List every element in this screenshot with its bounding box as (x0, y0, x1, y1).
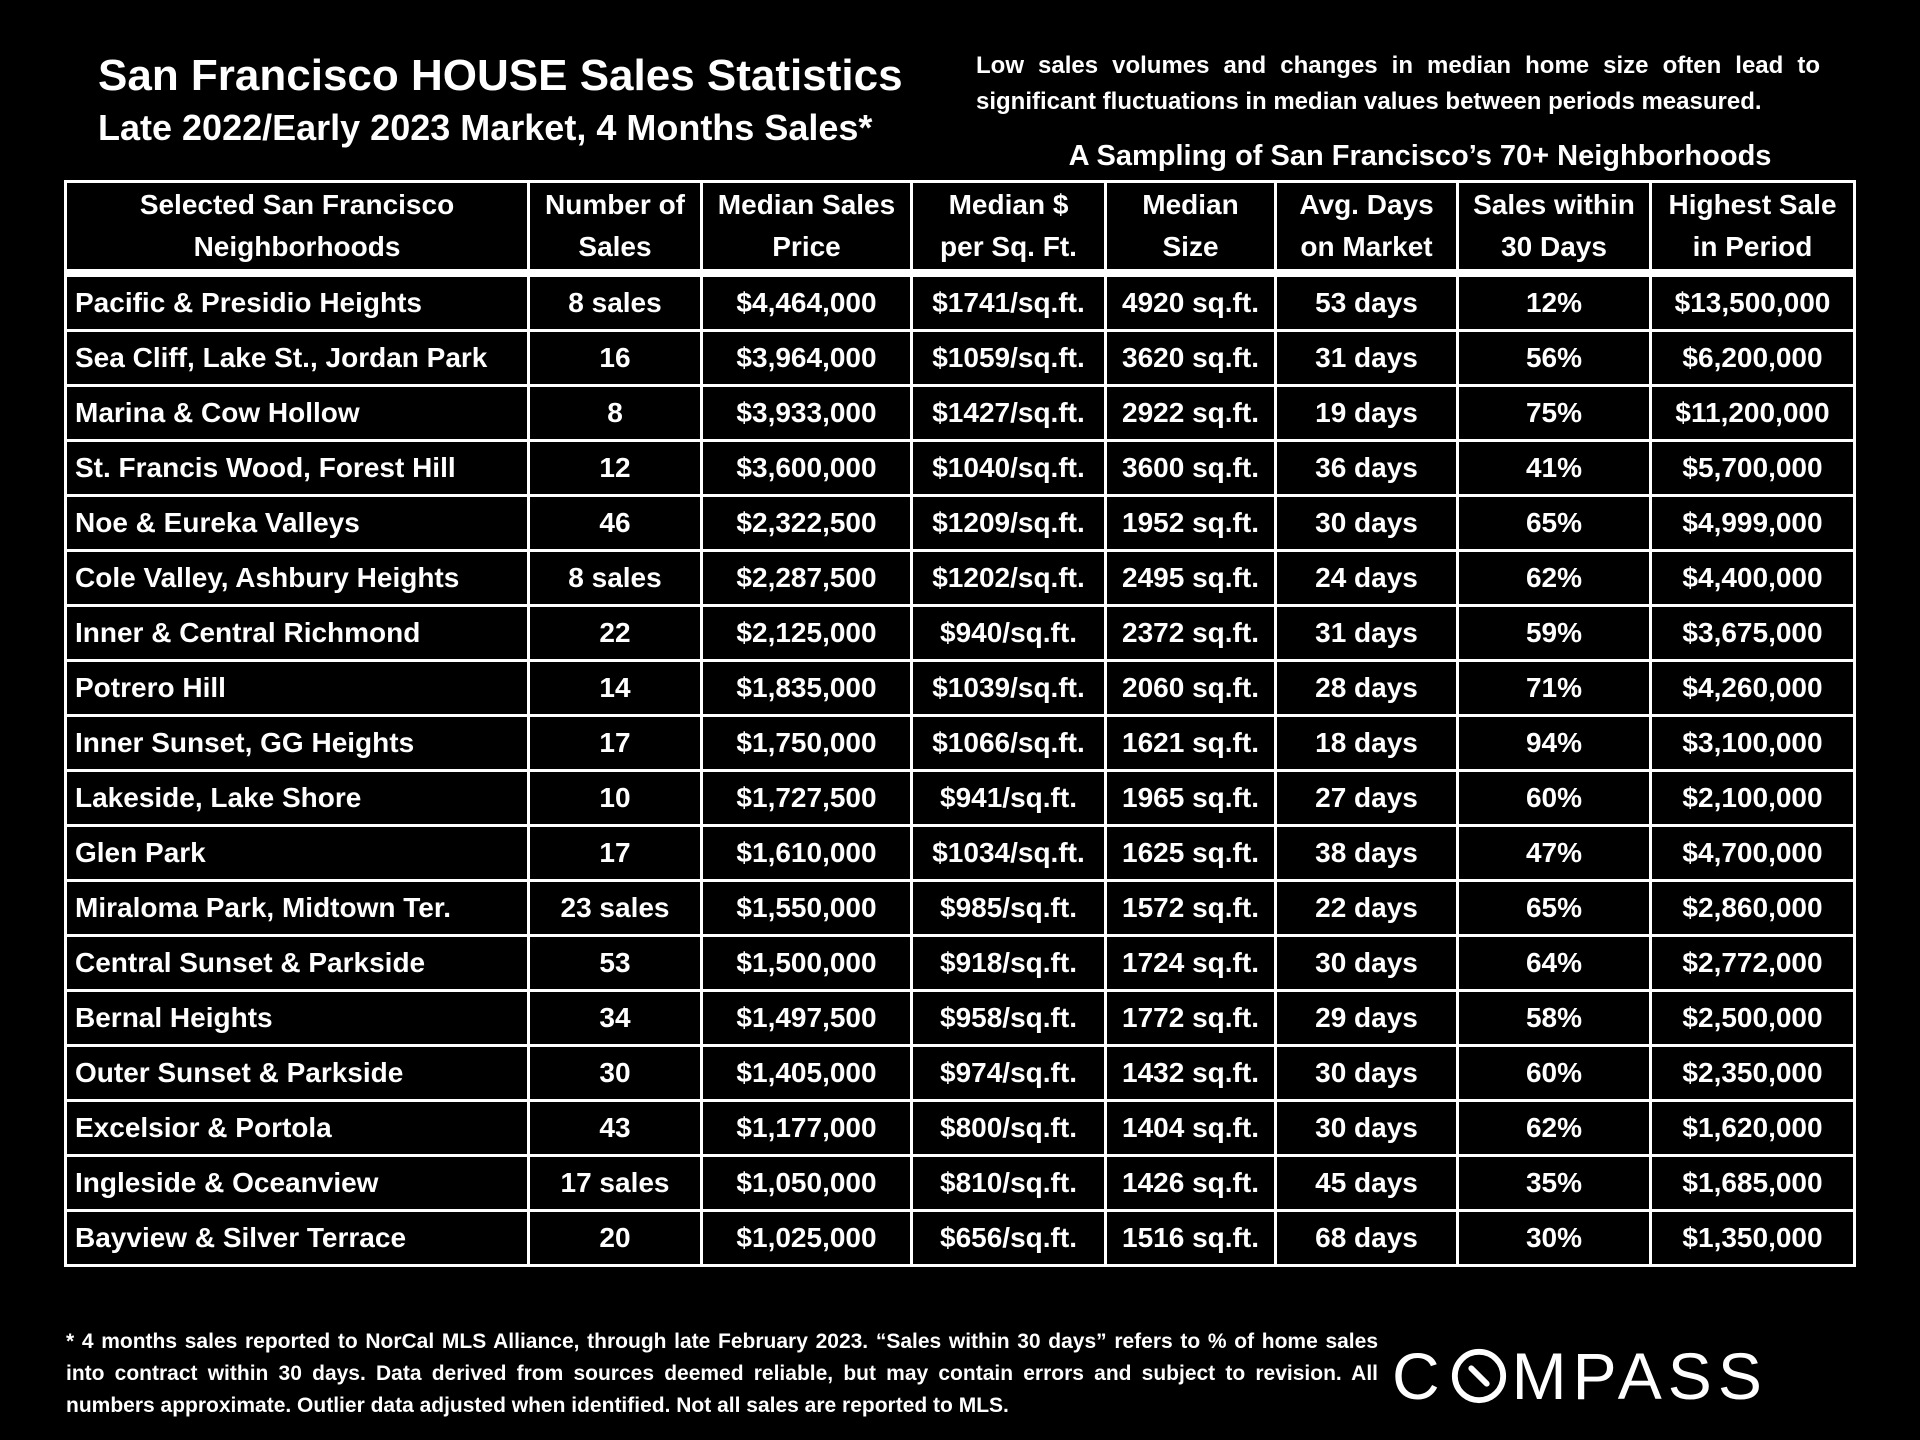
table-row (66, 826, 1855, 881)
column-header-line: Price (772, 231, 841, 262)
column-header (912, 182, 1106, 274)
neighborhood-cell: Lakeside, Lake Shore (66, 771, 529, 826)
column-header (529, 182, 702, 274)
price-per-sqft-cell: $958/sq.ft. (912, 991, 1106, 1046)
price-per-sqft-cell: $656/sq.ft. (912, 1211, 1106, 1266)
days-on-market-cell: 30 days (1276, 936, 1458, 991)
median-price-cell: $1,550,000 (702, 881, 912, 936)
median-size-cell: 1621 sq.ft. (1106, 716, 1276, 771)
days-on-market-cell: 22 days (1276, 881, 1458, 936)
highest-sale-cell: $3,100,000 (1651, 716, 1855, 771)
sales-within-30-cell: 30% (1458, 1211, 1651, 1266)
sales-count-cell: 22 (529, 606, 702, 661)
sales-within-30-cell: 12% (1458, 273, 1651, 331)
days-on-market-cell: 53 days (1276, 273, 1458, 331)
sales-count-cell: 23 sales (529, 881, 702, 936)
table-row (66, 273, 1855, 331)
neighborhood-cell: Noe & Eureka Valleys (66, 496, 529, 551)
median-price-cell: $3,933,000 (702, 386, 912, 441)
sales-within-30-cell: 35% (1458, 1156, 1651, 1211)
column-header-line: Median Sales (717, 189, 896, 220)
highest-sale-cell: $13,500,000 (1651, 273, 1855, 331)
neighborhood-cell: Potrero Hill (66, 661, 529, 716)
footnote: * 4 months sales reported to NorCal MLS Alliance, through late February 2023. “Sales within 30 days” refers to % of home sales into contract within 30 days. Data derived from sources deemed reliable, but may contain errors and subject to revision. All numbers approximate. Outlier data adjusted when identified. Not all sales are reported to MLS. (66, 1330, 1378, 1417)
median-size-cell: 3620 sq.ft. (1106, 331, 1276, 386)
price-per-sqft-cell: $1039/sq.ft. (912, 661, 1106, 716)
neighborhood-cell: Bernal Heights (66, 991, 529, 1046)
median-price-cell: $1,500,000 (702, 936, 912, 991)
table-row (66, 551, 1855, 606)
column-header-line: Size (1162, 231, 1219, 262)
median-price-cell: $4,464,000 (702, 273, 912, 331)
median-size-cell: 2495 sq.ft. (1106, 551, 1276, 606)
page-subtitle: Late 2022/Early 2023 Market, 4 Months Sales* (98, 107, 873, 148)
sales-count-cell: 8 sales (529, 273, 702, 331)
table-row (66, 1156, 1855, 1211)
median-size-cell: 2060 sq.ft. (1106, 661, 1276, 716)
table-row (66, 496, 1855, 551)
table-header-row (66, 182, 1855, 274)
disclaimer-note: Low sales volumes and changes in median home size often lead to significant fluctuations in median values between periods measured. (976, 52, 1820, 115)
neighborhood-cell: Inner Sunset, GG Heights (66, 716, 529, 771)
days-on-market-cell: 24 days (1276, 551, 1458, 606)
column-header-line: Sales (578, 231, 652, 262)
median-price-cell: $1,025,000 (702, 1211, 912, 1266)
median-price-cell: $1,177,000 (702, 1101, 912, 1156)
highest-sale-cell: $1,685,000 (1651, 1156, 1855, 1211)
logo-letters-mpass: MPASS (1511, 1339, 1768, 1413)
median-price-cell: $1,727,500 (702, 771, 912, 826)
price-per-sqft-cell: $918/sq.ft. (912, 936, 1106, 991)
sales-count-cell: 20 (529, 1211, 702, 1266)
price-per-sqft-cell: $1040/sq.ft. (912, 441, 1106, 496)
sampling-caption: A Sampling of San Francisco’s 70+ Neighborhoods (1068, 140, 1772, 172)
median-size-cell: 1572 sq.ft. (1106, 881, 1276, 936)
median-size-cell: 1432 sq.ft. (1106, 1046, 1276, 1101)
column-header-line: Avg. Days (1299, 189, 1434, 220)
highest-sale-cell: $2,772,000 (1651, 936, 1855, 991)
sales-count-cell: 14 (529, 661, 702, 716)
median-price-cell: $3,600,000 (702, 441, 912, 496)
median-size-cell: 1625 sq.ft. (1106, 826, 1276, 881)
column-header (1651, 182, 1855, 274)
median-price-cell: $1,050,000 (702, 1156, 912, 1211)
compass-logo (1392, 1336, 1802, 1416)
table-row (66, 716, 1855, 771)
neighborhood-cell: Sea Cliff, Lake St., Jordan Park (66, 331, 529, 386)
price-per-sqft-cell: $1427/sq.ft. (912, 386, 1106, 441)
days-on-market-cell: 45 days (1276, 1156, 1458, 1211)
highest-sale-cell: $2,350,000 (1651, 1046, 1855, 1101)
price-per-sqft-cell: $1059/sq.ft. (912, 331, 1106, 386)
neighborhood-cell: Pacific & Presidio Heights (66, 273, 529, 331)
median-size-cell: 4920 sq.ft. (1106, 273, 1276, 331)
table-row (66, 441, 1855, 496)
days-on-market-cell: 38 days (1276, 826, 1458, 881)
sales-count-cell: 17 (529, 826, 702, 881)
neighborhood-cell: Bayview & Silver Terrace (66, 1211, 529, 1266)
sales-count-cell: 43 (529, 1101, 702, 1156)
median-size-cell: 1516 sq.ft. (1106, 1211, 1276, 1266)
table-row (66, 661, 1855, 716)
highest-sale-cell: $2,860,000 (1651, 881, 1855, 936)
median-price-cell: $1,750,000 (702, 716, 912, 771)
table-row (66, 936, 1855, 991)
price-per-sqft-cell: $1209/sq.ft. (912, 496, 1106, 551)
median-size-cell: 2372 sq.ft. (1106, 606, 1276, 661)
column-header (1106, 182, 1276, 274)
sales-within-30-cell: 62% (1458, 551, 1651, 606)
days-on-market-cell: 27 days (1276, 771, 1458, 826)
neighborhood-cell: St. Francis Wood, Forest Hill (66, 441, 529, 496)
column-header (1276, 182, 1458, 274)
column-header (66, 182, 529, 274)
median-price-cell: $2,287,500 (702, 551, 912, 606)
sales-within-30-cell: 65% (1458, 496, 1651, 551)
column-header-line: per Sq. Ft. (940, 231, 1077, 262)
median-price-cell: $2,125,000 (702, 606, 912, 661)
column-header-line: Sales within (1473, 189, 1635, 220)
days-on-market-cell: 28 days (1276, 661, 1458, 716)
sales-within-30-cell: 94% (1458, 716, 1651, 771)
sales-within-30-cell: 56% (1458, 331, 1651, 386)
column-header-line: Median $ (948, 189, 1069, 220)
highest-sale-cell: $4,260,000 (1651, 661, 1855, 716)
neighborhood-cell: Outer Sunset & Parkside (66, 1046, 529, 1101)
median-size-cell: 1426 sq.ft. (1106, 1156, 1276, 1211)
highest-sale-cell: $1,350,000 (1651, 1211, 1855, 1266)
table-row (66, 1046, 1855, 1101)
median-size-cell: 1952 sq.ft. (1106, 496, 1276, 551)
table-row (66, 606, 1855, 661)
sales-within-30-cell: 62% (1458, 1101, 1651, 1156)
days-on-market-cell: 30 days (1276, 1101, 1458, 1156)
price-per-sqft-cell: $974/sq.ft. (912, 1046, 1106, 1101)
highest-sale-cell: $3,675,000 (1651, 606, 1855, 661)
median-size-cell: 1965 sq.ft. (1106, 771, 1276, 826)
column-header-line: Neighborhoods (193, 231, 401, 262)
table-row (66, 331, 1855, 386)
median-size-cell: 1404 sq.ft. (1106, 1101, 1276, 1156)
column-header-line: Selected San Francisco (139, 189, 455, 220)
days-on-market-cell: 19 days (1276, 386, 1458, 441)
sales-count-cell: 46 (529, 496, 702, 551)
days-on-market-cell: 31 days (1276, 331, 1458, 386)
days-on-market-cell: 30 days (1276, 496, 1458, 551)
price-per-sqft-cell: $985/sq.ft. (912, 881, 1106, 936)
median-price-cell: $1,497,500 (702, 991, 912, 1046)
price-per-sqft-cell: $941/sq.ft. (912, 771, 1106, 826)
price-per-sqft-cell: $940/sq.ft. (912, 606, 1106, 661)
median-price-cell: $3,964,000 (702, 331, 912, 386)
table-body (66, 273, 1855, 1266)
sales-within-30-cell: 60% (1458, 1046, 1651, 1101)
column-header (702, 182, 912, 274)
highest-sale-cell: $4,400,000 (1651, 551, 1855, 606)
column-header (1458, 182, 1651, 274)
sales-count-cell: 12 (529, 441, 702, 496)
sales-within-30-cell: 75% (1458, 386, 1651, 441)
highest-sale-cell: $2,500,000 (1651, 991, 1855, 1046)
median-size-cell: 1724 sq.ft. (1106, 936, 1276, 991)
table-row (66, 1101, 1855, 1156)
median-price-cell: $1,610,000 (702, 826, 912, 881)
price-per-sqft-cell: $800/sq.ft. (912, 1101, 1106, 1156)
sales-within-30-cell: 41% (1458, 441, 1651, 496)
table-row (66, 386, 1855, 441)
neighborhood-cell: Inner & Central Richmond (66, 606, 529, 661)
page-title: San Francisco HOUSE Sales Statistics (98, 51, 903, 100)
highest-sale-cell: $1,620,000 (1651, 1101, 1855, 1156)
sales-count-cell: 8 sales (529, 551, 702, 606)
column-header-line: in Period (1692, 231, 1813, 262)
sales-count-cell: 34 (529, 991, 702, 1046)
sales-count-cell: 16 (529, 331, 702, 386)
sales-count-cell: 8 (529, 386, 702, 441)
price-per-sqft-cell: $1741/sq.ft. (912, 273, 1106, 331)
highest-sale-cell: $5,700,000 (1651, 441, 1855, 496)
days-on-market-cell: 68 days (1276, 1211, 1458, 1266)
highest-sale-cell: $4,700,000 (1651, 826, 1855, 881)
sales-count-cell: 30 (529, 1046, 702, 1101)
price-per-sqft-cell: $810/sq.ft. (912, 1156, 1106, 1211)
column-header-line: Median (1142, 189, 1239, 220)
neighborhood-cell: Cole Valley, Ashbury Heights (66, 551, 529, 606)
neighborhood-cell: Marina & Cow Hollow (66, 386, 529, 441)
days-on-market-cell: 36 days (1276, 441, 1458, 496)
column-header-line: on Market (1300, 231, 1433, 262)
sales-within-30-cell: 58% (1458, 991, 1651, 1046)
price-per-sqft-cell: $1202/sq.ft. (912, 551, 1106, 606)
median-price-cell: $2,322,500 (702, 496, 912, 551)
highest-sale-cell: $11,200,000 (1651, 386, 1855, 441)
table-row (66, 1211, 1855, 1266)
sales-count-cell: 17 sales (529, 1156, 702, 1211)
sales-within-30-cell: 59% (1458, 606, 1651, 661)
days-on-market-cell: 29 days (1276, 991, 1458, 1046)
neighborhood-cell: Miraloma Park, Midtown Ter. (66, 881, 529, 936)
price-per-sqft-cell: $1034/sq.ft. (912, 826, 1106, 881)
sales-stats-table (64, 180, 1856, 1267)
compass-o-icon (1450, 1347, 1508, 1405)
median-price-cell: $1,405,000 (702, 1046, 912, 1101)
neighborhood-cell: Central Sunset & Parkside (66, 936, 529, 991)
highest-sale-cell: $6,200,000 (1651, 331, 1855, 386)
neighborhood-cell: Ingleside & Oceanview (66, 1156, 529, 1211)
days-on-market-cell: 18 days (1276, 716, 1458, 771)
column-header-line: Number of (545, 189, 685, 220)
logo-letter-c: C (1392, 1339, 1446, 1413)
sales-within-30-cell: 60% (1458, 771, 1651, 826)
highest-sale-cell: $2,100,000 (1651, 771, 1855, 826)
median-price-cell: $1,835,000 (702, 661, 912, 716)
sales-count-cell: 17 (529, 716, 702, 771)
median-size-cell: 2922 sq.ft. (1106, 386, 1276, 441)
sales-within-30-cell: 47% (1458, 826, 1651, 881)
price-per-sqft-cell: $1066/sq.ft. (912, 716, 1106, 771)
sales-within-30-cell: 64% (1458, 936, 1651, 991)
table-row (66, 771, 1855, 826)
sales-count-cell: 53 (529, 936, 702, 991)
table-row (66, 881, 1855, 936)
table-row (66, 991, 1855, 1046)
sales-within-30-cell: 65% (1458, 881, 1651, 936)
days-on-market-cell: 30 days (1276, 1046, 1458, 1101)
sales-count-cell: 10 (529, 771, 702, 826)
column-header-line: 30 Days (1501, 231, 1607, 262)
highest-sale-cell: $4,999,000 (1651, 496, 1855, 551)
median-size-cell: 1772 sq.ft. (1106, 991, 1276, 1046)
column-header-line: Highest Sale (1668, 189, 1837, 220)
neighborhood-cell: Excelsior & Portola (66, 1101, 529, 1156)
sales-within-30-cell: 71% (1458, 661, 1651, 716)
neighborhood-cell: Glen Park (66, 826, 529, 881)
days-on-market-cell: 31 days (1276, 606, 1458, 661)
median-size-cell: 3600 sq.ft. (1106, 441, 1276, 496)
